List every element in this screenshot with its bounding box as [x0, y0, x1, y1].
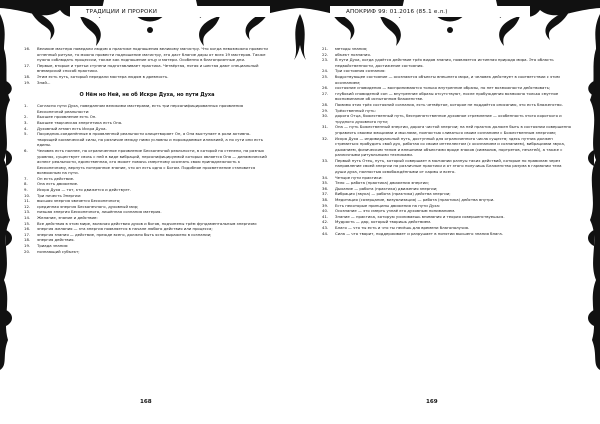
item-text: Мудрость — дар, который творишь действием.: [335, 219, 432, 225]
item-number: 29.: [322, 107, 329, 113]
item-number: 6.: [24, 147, 28, 153]
item-number: 9.: [24, 187, 28, 193]
item-number: 1.: [24, 103, 28, 109]
list-item: [322, 113, 572, 124]
item-text: Осознание — это смерть узнаё его духовным пониманием.: [335, 208, 456, 214]
item-text: дорога Отца, божественный путь, беспрепятственное духовное стремление — особенность этого короткого и трудного духовного пути;: [335, 113, 562, 124]
item-number: 28.: [322, 101, 329, 107]
section-heading: О Нём но Ней, не об Искре Духа, но пути Духа: [79, 92, 215, 99]
item-number: 18.: [24, 237, 31, 243]
item-number: 7.: [24, 175, 28, 181]
item-number: 42.: [322, 219, 329, 225]
item-text: Три состояния сознания:: [335, 68, 386, 74]
item-number: 17.: [24, 231, 31, 237]
item-number: 11.: [24, 198, 31, 204]
item-text: Человек есть полнее, но ограниченное проявление Бесконечной реальности, в которой по степени, на разных уровнях, существует связь с ней в виде вибраций, персонифицируемой которых является Она — динамический аспект реальности, единственная, кто может помочь смертному осознать свою принадлежность к Бесконечному, вернуть потерянное знание, что он есть одно с Богом. Подобное просветление становится возможным на пути.: [37, 147, 267, 176]
list-item: [322, 124, 572, 135]
item-text: Искра Духа — индивидуальный путь, доступный для ограниченного числа существ; здесь путник должен стремиться пробудить свой дух, работая со своим интеллектом (с осознанием и сознанием), вибрациями звука, дыханием, физическим телом и внешними объектами вроде знаков (символов, портретов, печатей), а также с различными ритуальными техниками.: [335, 135, 566, 158]
list-item: [24, 131, 270, 148]
item-text: Знай...: [37, 79, 51, 85]
items: [322, 46, 572, 236]
item-text: Первый путь Отец, путь, который совершает в молчании разнуы таких действий, которые по правилам через направление своей энергии на различные практики и от этого получишь Блаженство разума в гармонии тела души духа, полностью освобождёнными от кармы и всего.: [335, 157, 562, 175]
item-number: 25.: [322, 73, 329, 79]
item-number: 19.: [24, 79, 31, 85]
list-item: [24, 46, 270, 63]
item-number: 44.: [322, 230, 329, 236]
item-text: высшая энергия является Бесконечного;: [37, 198, 121, 204]
item-number: 34.: [322, 174, 329, 180]
item-number: 23.: [322, 57, 329, 63]
items-top: [24, 46, 270, 85]
list-item: [24, 103, 270, 114]
list-item: [322, 136, 572, 158]
item-number: 31.: [322, 124, 329, 130]
item-number: 3.: [24, 119, 28, 125]
item-number: 14.: [24, 215, 31, 221]
item-text: Трёхственный путь:: [335, 107, 376, 113]
item-number: 43.: [322, 225, 329, 230]
item-text: Триада знания:: [37, 243, 69, 248]
item-text: энергия знания — действие, прежде всего, должно быть ясно выражено в сознании;: [37, 231, 212, 237]
item-number: 33.: [322, 157, 329, 163]
item-number: 21.: [322, 46, 329, 51]
item-text: Благо — что ты есть и что ты несёшь для времени благополучия.: [335, 225, 470, 230]
item-number: 10.: [24, 192, 31, 198]
item-text: Три ничесть Энергии:: [37, 192, 82, 198]
item-number: 15.: [24, 220, 31, 226]
list-item: [24, 249, 270, 255]
item-text: Великие мастера поведали людям о практике подношения великому магистру. Что когда невозможно провести огненный ритуал, то можно провести подношение магистру, это даст благие дары от всех 19 мастеров. Также нужно соблюдать процессии, также как подношение отцу и матери. Особенно в благоприятные дни.: [37, 46, 268, 63]
item-text: Тело — работа (практика) движения энергии;: [335, 180, 429, 186]
item-text: Четыре пути практики:: [335, 174, 383, 180]
item-number: 19.: [24, 243, 31, 248]
item-text: Духовный атман есть Искра Духа.: [37, 125, 107, 131]
item-text: Медитация (созерцание, визуализация) — работа (практика) действа внутри.: [335, 197, 495, 203]
item-number: 20.: [24, 248, 31, 254]
list-item: [322, 74, 572, 85]
item-text: Она — путь Божественный энергии, дорога чистой энергии; на ней практик должен быть в состоянии совершенно управлять своими эмоциями и мыслями, полностью сливаться своим сознанием с Божественным энергиям;: [335, 124, 571, 135]
item-number: 18.: [24, 73, 31, 79]
item-text: Вибрация (звука) — работа (практика) действа энергии;: [335, 191, 451, 197]
list-item: [24, 148, 270, 176]
item-number: 4.: [24, 125, 28, 131]
running-header: ТРАДИЦИИ И ПРОРОКИ: [86, 9, 158, 15]
item-number: 5.: [24, 131, 28, 137]
item-number: 40.: [322, 208, 329, 214]
item-number: 38.: [322, 197, 329, 203]
item-number: 32.: [322, 135, 329, 141]
item-text: Дыхание — работа (практика) движения энергии;: [335, 185, 438, 191]
item-text: Он есть действие.: [37, 175, 75, 181]
item-text: Есть некоторые принципы движения на пути Духа:: [335, 202, 441, 208]
item-text: низшая энергия Бесконечного, лишённая сознания материя.: [37, 209, 162, 215]
item-number: 13.: [24, 209, 31, 215]
item-text: Посредник-соединённые в проявленной реальности олицетворяет Он, а Она выступает в роли активно-творящей космической силы, но различие между ними условны и порождаемые иллюзией, а по сути они есть едины.: [37, 131, 263, 148]
running-header: АПОКРИФ 99: 01.2016 (85.1 е.л.): [346, 9, 448, 15]
item-number: 37.: [322, 191, 329, 197]
items-bottom: [24, 103, 270, 254]
item-number: 30.: [322, 113, 329, 119]
item-text: срединная энергия Бесконечного, духовный мир;: [37, 203, 139, 209]
item-number: 17.: [24, 62, 31, 68]
item-text: Сила — что творит, поддерживает и разрушает в понятии высшего знания блага.: [335, 230, 503, 236]
item-text: состояние сновидения — воспринимаются только внутренние образы, но нет возможности действовать;: [335, 85, 551, 91]
page-number: 168: [140, 399, 152, 405]
list-item: [322, 231, 572, 237]
item-text: Высшее творческая энергетика есть Она.: [37, 119, 123, 125]
item-text: Все действия в этом мире, включая действия духов и богов, подчинены трём фундаментальным энергиям:: [37, 220, 258, 226]
side-ornament: [586, 40, 600, 370]
item-number: 36.: [322, 185, 329, 191]
item-text: Знание — практика, которую усиливаешь внимания и теория совершенствуешься.: [335, 213, 505, 219]
list-item: [322, 57, 572, 68]
item-number: 24.: [322, 68, 329, 74]
list-item: [24, 80, 270, 86]
item-text: Она есть движение.: [37, 181, 79, 187]
right-text: [322, 46, 572, 236]
item-number: 27.: [322, 90, 329, 96]
item-text: объект познания.: [335, 51, 371, 57]
item-text: Согласно пути Духа, поведанном великими мастерами, есть три персонифицированных проявления Бесконечной реальности:: [37, 103, 244, 114]
item-number: 39.: [322, 202, 329, 208]
item-number: 22.: [322, 51, 329, 57]
item-number: 16.: [24, 226, 31, 232]
list-item: [322, 158, 572, 175]
right-page: [300, 0, 600, 424]
item-number: 8.: [24, 181, 28, 187]
item-text: Высшее проявление есть Он.: [37, 114, 97, 120]
item-text: Искра Духа — тот, кто движется и действует.: [37, 187, 132, 193]
item-text: Первые, вторые и третьи ступени подготавливает практика. Четвёртая, пятая и шестая дают специальный внемирский способ практики.: [37, 62, 259, 74]
item-number: 35.: [322, 180, 329, 186]
item-number: 26.: [322, 85, 329, 91]
item-text: В пути Духа, когда удаётся действие трёх видов знания, появляется истинная природа мира. Это область недвойственности, достижение состояния.: [335, 57, 554, 68]
item-text: глубокий сновидений сон — внутренние образы отсутствуют, после пробуждения возможно только смутное воспоминание об испытанном блаженстве.: [335, 90, 559, 102]
item-number: 41.: [322, 213, 329, 219]
left-text: [24, 46, 270, 254]
item-text: познающий субъект;: [37, 248, 80, 254]
item-text: Этим есть путь, который передали мастера людям в древность.: [37, 73, 169, 79]
list-item: [24, 63, 270, 74]
page-number: 169: [426, 399, 438, 405]
item-text: бодрствующее состояние — осознаются объекты внешнего мира, и человек действует в соответствии с этим осознанием;: [335, 73, 560, 85]
side-ornament: [0, 40, 14, 370]
list-item: [322, 91, 572, 102]
item-text: Помимо этих трёх состояний сознания, есть четвёртое, которое не поддаётся описанию, это есть блаженство.: [335, 101, 563, 107]
item-text: энергия желания — эта энергия появляется в начале любого действия или процесса;: [37, 226, 213, 232]
item-number: 12.: [24, 203, 31, 209]
item-text: методы знания;: [335, 46, 368, 51]
item-text: Желание, знание и действие:: [37, 215, 98, 221]
item-number: 2.: [24, 114, 28, 120]
item-number: 16.: [24, 46, 31, 51]
item-text: энергия действия.: [37, 237, 75, 243]
